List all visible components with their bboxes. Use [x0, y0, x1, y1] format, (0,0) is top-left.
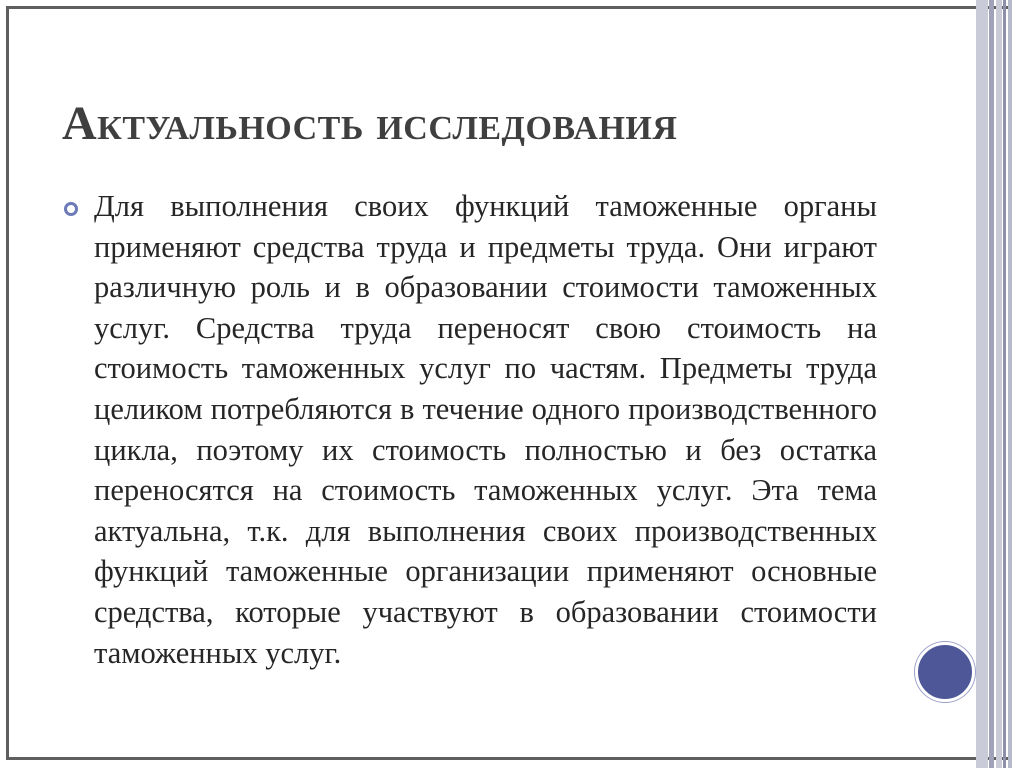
bullet-text: Для выполнения своих функций таможенные органы применяют средства труда и предметы труда. Они играют различную роль и в образовании стоимости таможенных услуг. Средства труда переносят свою стоимость на стоимость таможенных услуг по частям. Предметы труда целиком потребляются в течение одного производственного цикла, поэтому их стоимость полностью и без остатка переносятся на стоимость таможенных услуг. Эта тема актуальна, т.к. для выполнения своих производственных функций таможенные организации применяют основные средства, которые участвуют в образовании стоимости таможенных услуг.	[94, 189, 877, 670]
decorative-stripe	[1003, 0, 1006, 768]
decorative-stripe	[989, 0, 994, 768]
decorative-stripe	[996, 0, 1002, 768]
decorative-stripe	[976, 0, 988, 768]
decorative-stripe	[1008, 0, 1012, 768]
decorative-circle-icon	[915, 642, 975, 702]
bullet-circle-icon	[64, 202, 78, 216]
slide-title: Актуальность исследования	[62, 97, 678, 150]
